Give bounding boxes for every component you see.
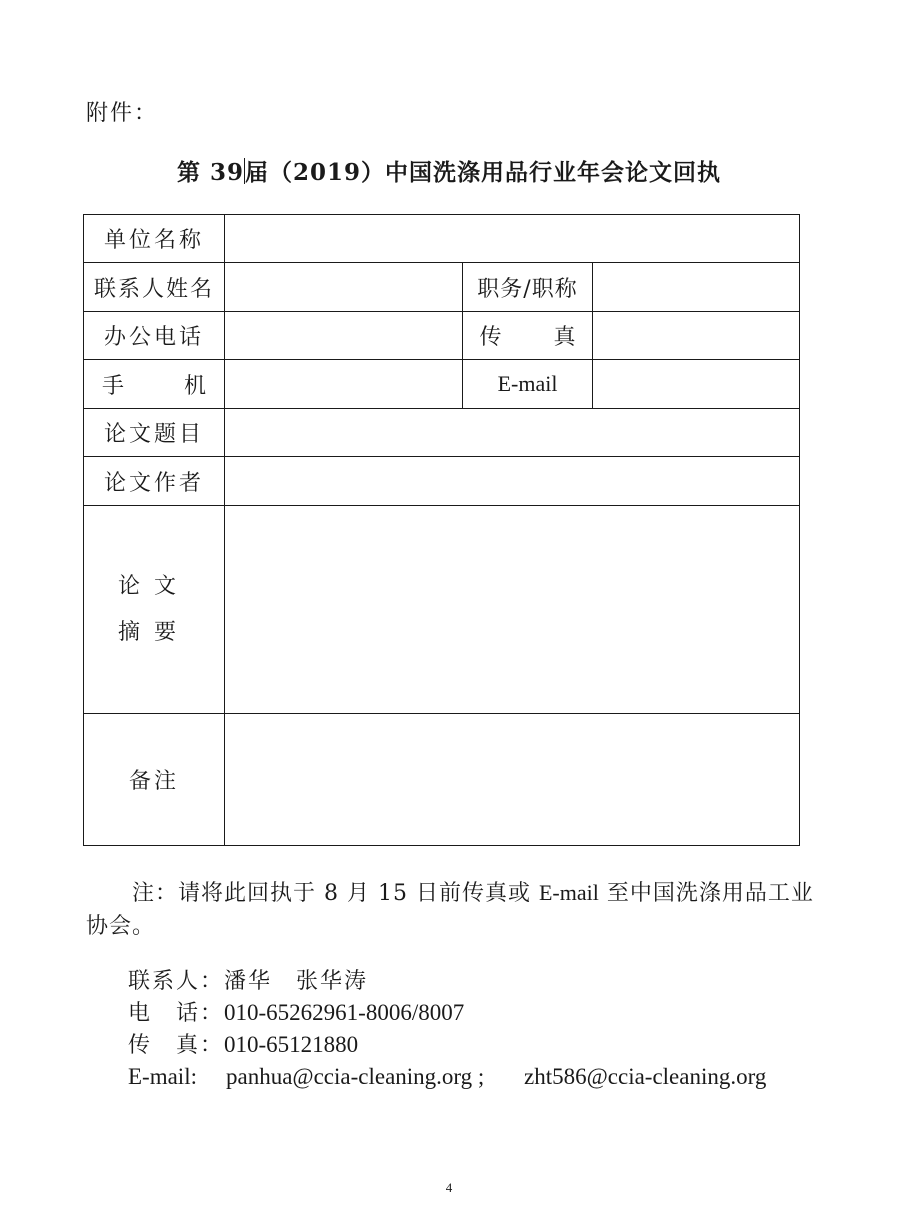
contact-name-field[interactable]: [225, 263, 463, 312]
email-field[interactable]: [593, 360, 800, 409]
row-unit-name: [84, 215, 800, 263]
row-phone: [84, 312, 800, 360]
office-phone-field[interactable]: [225, 312, 463, 360]
contact-person-label: 联系人：: [128, 969, 225, 994]
fax-label-char-1: 传: [479, 325, 502, 350]
paper-author-label: 论文作者: [84, 457, 225, 506]
page-number: 4: [445, 1180, 453, 1195]
contact-name-label: 联系人姓名: [84, 263, 225, 312]
email-label: E-mail: [463, 360, 593, 409]
mobile-label-char-2: 机: [184, 373, 207, 399]
office-phone-label: 办公电话: [84, 312, 225, 360]
fax-label-char-2: 真: [553, 325, 576, 350]
title-part-1: 第 39: [176, 159, 244, 186]
row-mobile: [84, 360, 800, 409]
abstract-label-line-2: 摘要: [117, 619, 190, 645]
contact-fax-label: 传 真：: [128, 1033, 225, 1058]
fax-field[interactable]: [593, 312, 800, 360]
contact-phone-row: [128, 997, 766, 1029]
row-paper-author: [84, 457, 800, 506]
abstract-label-line-1: 论文: [117, 573, 190, 599]
remarks-label: 备注: [84, 714, 225, 846]
position-title-field[interactable]: [593, 263, 800, 312]
position-title-label: 职务/职称: [463, 263, 593, 312]
contact-info: [128, 966, 766, 1093]
note-text-2: 至中国洗涤用品工业协会。: [86, 881, 814, 939]
mobile-field[interactable]: [225, 360, 463, 409]
abstract-field[interactable]: [225, 506, 800, 714]
contact-person-row: [128, 966, 766, 997]
remarks-field[interactable]: [225, 714, 800, 846]
receipt-form-table: [83, 214, 800, 846]
fax-label: [463, 312, 593, 360]
paper-title-label: 论文题目: [84, 409, 225, 457]
unit-name-field[interactable]: [225, 215, 800, 263]
contact-person-names: 潘华 张华涛: [224, 969, 369, 994]
paper-title-field[interactable]: [225, 409, 800, 457]
document-title: [0, 154, 898, 187]
submission-note: [86, 876, 826, 943]
contact-email-1[interactable]: panhua@ccia-cleaning.org ;: [226, 1064, 485, 1089]
contact-email-label: E-mail:: [128, 1064, 197, 1089]
row-remarks: [84, 714, 800, 846]
abstract-label: [84, 506, 225, 714]
contact-fax-row: [128, 1029, 766, 1061]
note-text-1: 注：请将此回执于 8 月 15 日前传真或: [132, 881, 539, 906]
contact-fax-value: 010-65121880: [224, 1032, 359, 1057]
contact-phone-value: 010-65262961-8006/8007: [224, 1000, 465, 1025]
attachment-label: 附件：: [86, 101, 159, 126]
contact-email-2[interactable]: zht586@ccia-cleaning.org: [524, 1064, 767, 1089]
mobile-label-char-1: 手: [101, 373, 124, 399]
title-part-2: 届（2019）中国洗涤用品行业年会论文回执: [245, 159, 722, 186]
row-paper-title: [84, 409, 800, 457]
contact-phone-label: 电 话：: [128, 1001, 225, 1026]
mobile-label: [84, 360, 225, 409]
note-email: E-mail: [538, 880, 599, 905]
row-abstract: [84, 506, 800, 714]
paper-author-field[interactable]: [225, 457, 800, 506]
contact-email-row: [128, 1061, 766, 1093]
row-contact: [84, 263, 800, 312]
unit-name-label: 单位名称: [84, 215, 225, 263]
